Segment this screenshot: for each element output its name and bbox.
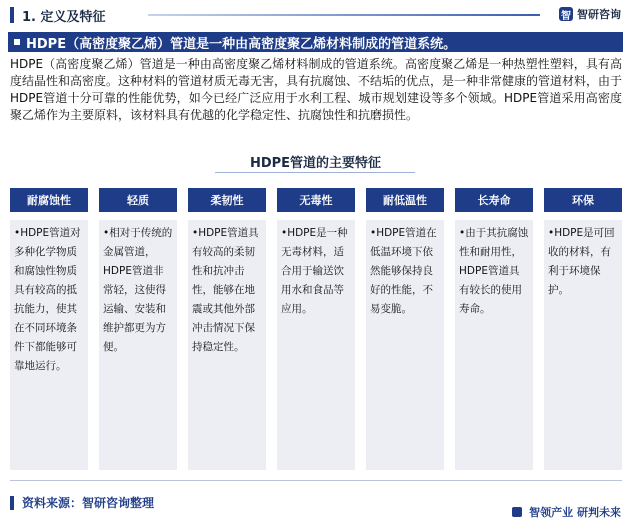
footer-divider — [10, 480, 622, 481]
feature-heading: 长寿命 — [455, 188, 533, 212]
feature-column — [455, 188, 533, 470]
features-title-underline — [215, 172, 415, 173]
source-note: 资料来源：智研咨询整理 — [22, 496, 155, 510]
brand-logo — [559, 6, 621, 22]
section-label-text: 1. 定义及特征 — [22, 9, 106, 25]
feature-heading: 耐低温性 — [366, 188, 444, 212]
feature-card — [277, 220, 355, 470]
feature-card — [188, 220, 266, 470]
slogan — [512, 504, 621, 520]
banner-title: HDPE（高密度聚乙烯）管道是一种由高密度聚乙烯材料制成的管道系统。 — [26, 36, 457, 52]
feature-description: •由于其抗腐蚀性和耐用性，HDPE管道具有较长的使用寿命。 — [459, 227, 529, 315]
source-marker — [10, 496, 14, 510]
logo-text: 智研咨询 — [577, 8, 621, 21]
feature-column — [366, 188, 444, 470]
top-bar — [0, 0, 631, 30]
feature-column — [544, 188, 622, 470]
feature-description: •HDPE管道在低温环境下依然能够保持良好的性能，不易变脆。 — [370, 227, 437, 315]
title-banner — [8, 32, 623, 52]
slogan-text: 智领产业 研判未来 — [529, 506, 621, 519]
features-title: HDPE管道的主要特征 — [249, 156, 382, 171]
section-marker — [10, 7, 14, 23]
feature-card — [10, 220, 88, 470]
feature-heading: 轻质 — [99, 188, 177, 212]
feature-columns — [10, 188, 622, 470]
section-divider — [148, 14, 540, 16]
feature-column — [188, 188, 266, 470]
banner-bullet-icon — [14, 39, 20, 45]
feature-card — [366, 220, 444, 470]
feature-column — [277, 188, 355, 470]
feature-column — [10, 188, 88, 470]
feature-card — [544, 220, 622, 470]
feature-heading: 柔韧性 — [188, 188, 266, 212]
feature-heading: 无毒性 — [277, 188, 355, 212]
feature-description: •HDPE是可回收的材料，有利于环境保护。 — [548, 227, 615, 296]
feature-column — [99, 188, 177, 470]
feature-description: •相对于传统的金属管道，HDPE管道非常轻，这使得运输、安装和维护都更为方便。 — [103, 227, 173, 353]
slogan-logo-icon — [512, 507, 522, 517]
feature-heading: 耐腐蚀性 — [10, 188, 88, 212]
feature-description: •HDPE管道具有较高的柔韧性和抗冲击性，能够在地震或其他外部冲击情况下保持稳定性。 — [192, 227, 259, 353]
section-label — [10, 4, 106, 26]
logo-icon: 智 — [559, 7, 573, 21]
feature-card — [455, 220, 533, 470]
feature-description: •HDPE管道对多种化学物质和腐蚀性物质具有较高的抵抗能力，使其在不同环境条件下都能够可靠地运行。 — [14, 227, 81, 372]
intro-paragraph: HDPE（高密度聚乙烯）管道是一种由高密度聚乙烯材料制成的管道系统。高密度聚乙烯是一种热塑性塑料，具有高度结晶性和高密度。这种材料的管道材质无毒无害，具有抗腐蚀、不结垢的优点，是一种非常健康的管道材料，由于HDPE管道十分可靠的性能优势，如今已经广泛应用于水利工程、城市规划建设等多个领域。HDPE管道采用高密度聚乙烯作为主要原料，该材料具有优越的化学稳定性、抗腐蚀性和抗磨损性。 — [10, 57, 623, 122]
feature-card — [99, 220, 177, 470]
feature-description: •HDPE是一种无毒材料，适合用于输送饮用水和食品等应用。 — [281, 227, 348, 315]
feature-heading: 环保 — [544, 188, 622, 212]
